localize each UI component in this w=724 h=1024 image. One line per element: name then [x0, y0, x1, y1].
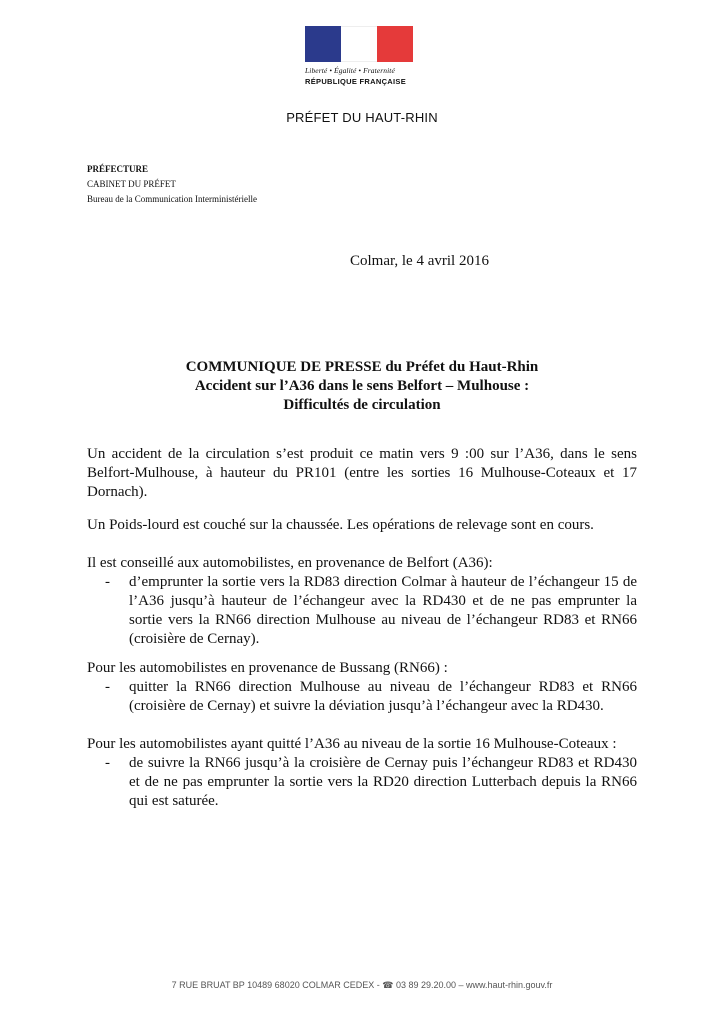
title-line-1: COMMUNIQUE DE PRESSE du Préfet du Haut-Rhin	[185, 359, 539, 375]
paragraph-poids-lourd: Un Poids-lourd est couché sur la chaussée. Les opérations de relevage sont en cours.	[87, 517, 594, 533]
title-line-2: Accident sur l’A36 dans le sens Belfort – Mulhouse :	[194, 378, 530, 394]
advice-belfort-intro: Il est conseillé aux automobilistes, en provenance de Belfort (A36):	[87, 555, 493, 571]
list-item: - de suivre la RN66 jusqu’à la croisière de Cernay puis l’échangeur RD83 et RD430 et de ne pas emprunter la sortie vers la RD20 direction Lutterbach depuis la RN66 qui est saturée.	[87, 754, 637, 811]
list-item: - d’emprunter la sortie vers la RD83 direction Colmar à hauteur de l’échangeur 15 de l’A36 jusqu’à hauteur de l’échangeur avec la RD430 et de ne pas emprunter la sortie vers la RN66 direction Mulhouse au niveau de l’échangeur RD83 et RN66 (croisière de Cernay).	[87, 573, 637, 649]
service-bureau: Bureau de la Communication Interministérielle	[87, 194, 257, 204]
advice-coteaux	[87, 735, 637, 811]
advice-coteaux-intro: Pour les automobilistes ayant quitté l’A36 au niveau de la sortie 16 Mulhouse-Coteaux :	[87, 736, 617, 752]
republic-name: RÉPUBLIQUE FRANÇAISE	[305, 77, 407, 86]
republique-logo	[305, 26, 419, 86]
service-cabinet: CABINET DU PRÉFET	[87, 179, 176, 189]
telephone-icon: ☎	[382, 981, 394, 991]
list-item: - quitter la RN66 direction Mulhouse au niveau de l’échangeur RD83 et RN66 (croisière de Cernay) et suivre la déviation jusqu’à l’échangeur avec la RD430.	[87, 678, 637, 716]
footer-phone-web: 03 89 29.20.00 – www.haut-rhin.gouv.fr	[393, 980, 553, 990]
title-line-3: Difficultés de circulation	[283, 397, 441, 413]
motto: Liberté • Égalité • Fraternité	[305, 66, 395, 75]
service-prefecture: PRÉFECTURE	[87, 164, 149, 174]
document-date: Colmar, le 4 avril 2016	[350, 253, 489, 269]
footer-address-text: 7 RUE BRUAT BP 10489 68020 COLMAR CEDEX -	[171, 980, 383, 990]
flag-icon	[305, 26, 413, 62]
advice-belfort	[87, 554, 637, 649]
advice-bussang	[87, 659, 637, 716]
paragraph-accident: Un accident de la circulation s’est produit ce matin vers 9 :00 sur l’A36, dans le sens Belfort-Mulhouse, à hauteur du PR101 (entre les sorties 16 Mulhouse-Coteaux et 17 Dornach).	[87, 446, 637, 500]
prefet-heading: PRÉFET DU HAUT-RHIN	[286, 110, 438, 125]
service-block	[87, 162, 257, 207]
footer-address	[0, 980, 724, 991]
press-release-title	[0, 358, 724, 415]
advice-bussang-intro: Pour les automobilistes en provenance de Bussang (RN66) :	[87, 660, 448, 676]
